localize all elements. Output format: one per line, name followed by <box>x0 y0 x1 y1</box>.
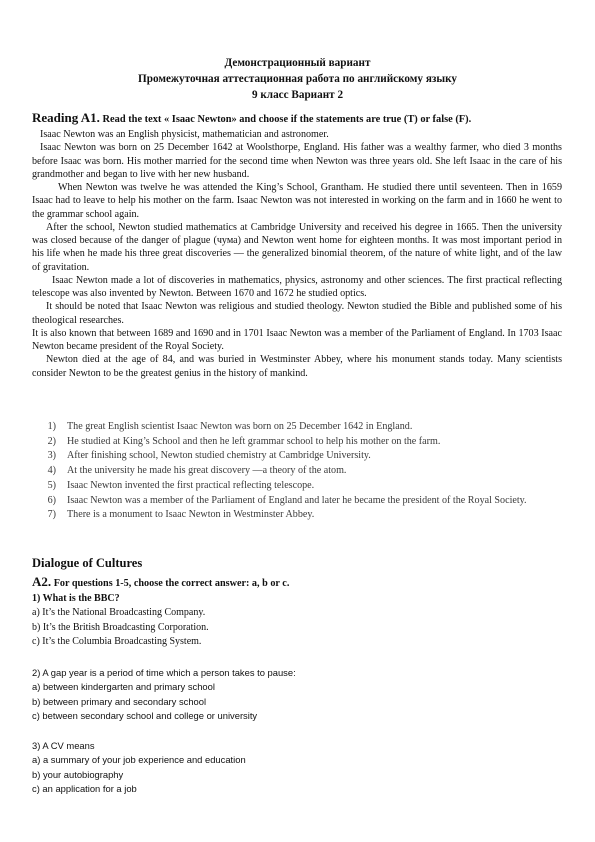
question-text: 1) What is the BBC? <box>32 593 120 604</box>
statement-text: There is a monument to Isaac Newton in Westminster Abbey. <box>67 509 315 521</box>
section-title: Dialogue of Cultures <box>32 556 143 570</box>
paragraph: When Newton was twelve he was attended the King’s School, Grantham. He studied there until seventeen. Then in 1659 Isaac had to leave to help his mother on the farm. Isaac Newton was not interested in working on the farm and in 1660 he went to the grammar school again. <box>32 182 562 220</box>
answer-option: a) It’s the National Broadcasting Company. <box>32 607 206 619</box>
statement-text: After finishing school, Newton studied chemistry at Cambridge University. <box>67 450 371 462</box>
paragraph: It should be noted that Isaac Newton was religious and studied theology. Newton studied the Bible and published some of his theological researches. <box>32 301 562 326</box>
statement-text: Isaac Newton was a member of the Parliament of England and later he became the president of the Royal Society. <box>67 494 527 506</box>
paragraph: Isaac Newton made a lot of discoveries in mathematics, physics, astronomy and other sciences. The first practical reflecting telescope was also invented by Newton. Between 1670 and 1672 he studied optics. <box>32 274 562 299</box>
a2-label: A2. <box>32 574 52 589</box>
a2-heading <box>32 574 289 590</box>
statement-list <box>32 420 562 523</box>
a2-instruction: For questions 1-5, choose the correct answer: a, b or c. <box>53 578 290 589</box>
answer-option: b) It’s the British Broadcasting Corporation. <box>32 621 209 633</box>
statement-text: The great English scientist Isaac Newton was born on 25 December 1642 in England. <box>67 421 413 432</box>
paragraph: It is also known that between 1689 and 1690 and in 1701 Isaac Newton was a member of the Parliament of England. In 1703 Isaac Newton became president of the Royal Society. <box>32 327 562 352</box>
header-line-3: 9 класс Вариант 2 <box>251 89 344 101</box>
question-text: 3) A CV means <box>32 740 95 751</box>
paragraph: After the school, Newton studied mathematics at Cambridge University and received his degree in 1665. Then the university was closed because of the danger of plague (чума) and Newton went home for eighteen months. It was most important period in his life when he made his three great discoveries — the generalized binomial theorem, of the nature of white light, and of the law of gravitation. <box>32 221 562 273</box>
answer-option: c) an application for a job <box>32 783 137 795</box>
header-line-1: Демонстрационный вариант <box>224 57 371 69</box>
question-3 <box>32 739 552 797</box>
statement-number: 6) <box>47 494 56 506</box>
statement-number: 5) <box>47 479 56 491</box>
reading-text <box>32 128 562 380</box>
reading-heading <box>32 110 471 126</box>
statement-item <box>32 464 562 479</box>
statement-number: 4) <box>47 465 56 477</box>
question-2 <box>32 666 552 724</box>
paragraph: Isaac Newton was born on 25 December 1642 at Woolsthorpe, England. His father was a wealthy farmer, who died 3 months before Isaac was born. His mother married for the second time when Newton was three years old. She left Isaac in the care of his grandmother and began to live with her new husband. <box>32 142 562 180</box>
answer-option: c) between secondary school and college or university <box>32 710 258 722</box>
question-1 <box>32 592 552 650</box>
answer-option: a) between kindergarten and primary school <box>32 681 215 693</box>
paragraph: Newton died at the age of 84, and was buried in Westminster Abbey, where his monument stands today. Many scientists consider Newton to be the greatest genius in the history of mankind. <box>32 354 562 379</box>
statement-number: 1) <box>47 421 56 432</box>
answer-option: a) a summary of your job experience and education <box>32 754 246 766</box>
header-line-2: Промежуточная аттестационная работа по английскому языку <box>138 73 457 85</box>
statement-item <box>32 494 562 509</box>
statement-item <box>32 508 562 523</box>
reading-instruction: Read the text « Isaac Newton» and choose if the statements are true (T) or false (F). <box>102 114 472 125</box>
statement-text: Isaac Newton invented the first practical reflecting telescope. <box>67 479 315 491</box>
statement-item <box>32 449 562 464</box>
paragraph: Isaac Newton was an English physicist, mathematician and astronomer. <box>40 129 329 140</box>
statement-text: He studied at King’s School and then he left grammar school to help his mother on the farm. <box>67 435 441 447</box>
answer-option: c) It’s the Columbia Broadcasting System. <box>32 636 202 648</box>
statement-number: 2) <box>47 435 56 447</box>
statement-item <box>32 479 562 494</box>
answer-option: b) between primary and secondary school <box>32 695 207 707</box>
statement-item <box>32 435 562 450</box>
statement-item <box>32 420 562 435</box>
question-text: 2) A gap year is a period of time which a person takes to pause: <box>32 667 296 678</box>
statement-number: 7) <box>47 509 56 521</box>
statement-text: At the university he made his great discovery —a theory of the atom. <box>67 465 347 477</box>
answer-option: b) your autobiography <box>32 768 124 780</box>
reading-label: Reading A1. <box>32 110 100 125</box>
statement-number: 3) <box>47 450 56 462</box>
